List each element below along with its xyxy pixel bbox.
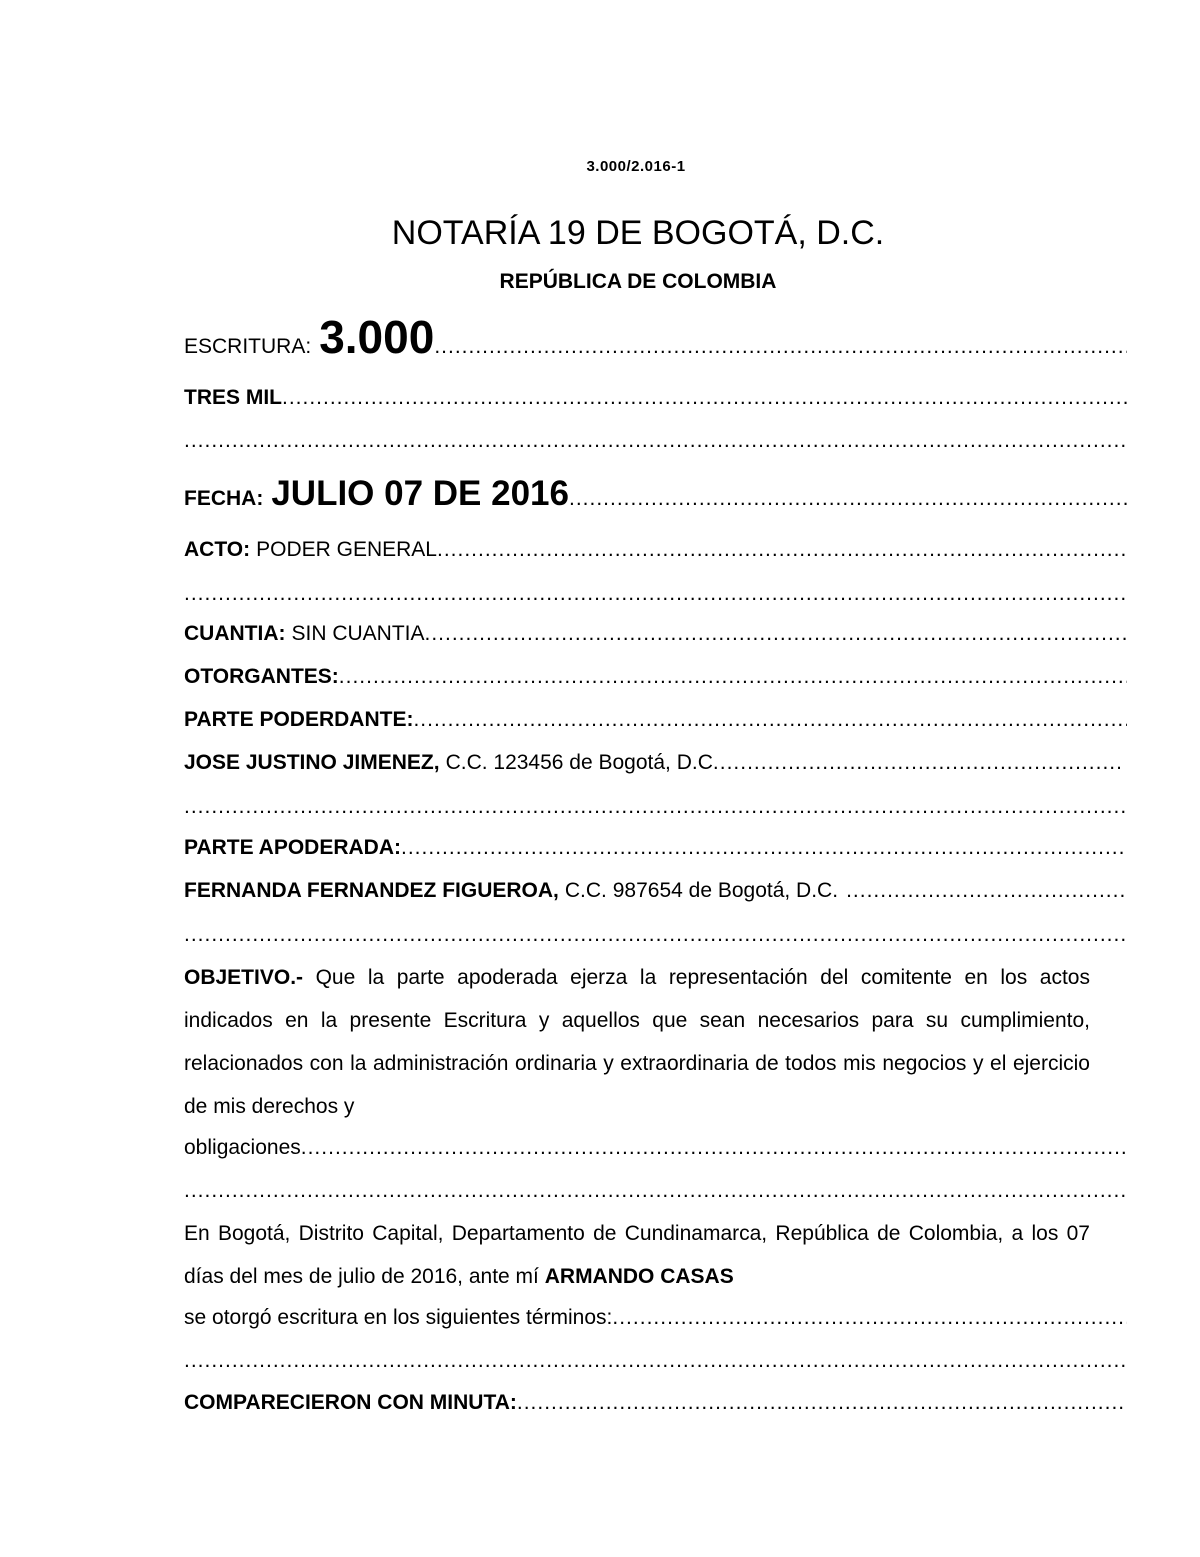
objetivo-paragraph (184, 956, 1090, 1128)
escritura-number: 3.000 (319, 311, 435, 360)
notaria-title: NOTARÍA 19 DE BOGOTÁ, D.C. (391, 214, 885, 252)
acto-label: ACTO: (184, 538, 251, 561)
dotted-fill (184, 582, 1127, 606)
dotted-fill (434, 335, 1127, 359)
dotted-fill (184, 1349, 1127, 1373)
blank-dotted-line (184, 582, 1127, 612)
poderdante-line (184, 751, 1120, 781)
dotted-fill (569, 487, 1127, 511)
otorgantes-line (184, 665, 1127, 695)
dotted-fill (425, 622, 1128, 646)
poderdante-label: PARTE PODERDANTE: (184, 708, 414, 731)
otorgantes-label: OTORGANTES: (184, 665, 339, 688)
apoderada-id: C.C. 987654 de Bogotá, D.C. (564, 879, 839, 902)
comparecieron-label: COMPARECIERON CON MINUTA: (184, 1391, 517, 1414)
fecha-value: JULIO 07 DE 2016 (271, 474, 569, 513)
acto-value: PODER GENERAL (256, 538, 437, 561)
document-reference: 3.000/2.016-1 (586, 158, 686, 175)
declaracion-tail: se otorgó escritura en los siguientes términos: (184, 1306, 613, 1329)
declaracion-tail-line (184, 1306, 1127, 1336)
dotted-fill (282, 386, 1127, 410)
dotted-fill (301, 1136, 1127, 1160)
dotted-fill (713, 751, 1120, 775)
cuantia-value: SIN CUANTIA (291, 622, 425, 645)
notario-name: ARMANDO CASAS (544, 1265, 734, 1288)
objetivo-tail: obligaciones (184, 1136, 301, 1159)
dotted-fill (846, 879, 1127, 903)
escritura-line (184, 310, 1127, 360)
objetivo-text: Que la parte apoderada ejerza la representación del comitente en los actos indicados en la presente Escritura y aquellos que sean necesarios para su cumplimiento, relacionados con la administración ordinaria y extraordinaria de todos mis negocios y el ejercicio de mis derechos y (184, 966, 1090, 1118)
blank-dotted-line (184, 1349, 1127, 1379)
blank-dotted-line (184, 1179, 1127, 1209)
dotted-fill (413, 708, 1127, 732)
cuantia-line (184, 622, 1127, 652)
dotted-fill (612, 1306, 1127, 1330)
apoderada-label: PARTE APODERADA: (184, 836, 402, 859)
apoderada-label-line (184, 836, 1127, 866)
dotted-fill (339, 665, 1127, 689)
dotted-fill (517, 1391, 1127, 1415)
poderdante-label-line (184, 708, 1127, 738)
objetivo-label: OBJETIVO.- (184, 966, 304, 989)
comparecieron-line (184, 1391, 1127, 1421)
dotted-fill (184, 923, 1127, 947)
dotted-fill (184, 429, 1127, 453)
escritura-words-line (184, 386, 1127, 416)
objetivo-tail-line (184, 1136, 1127, 1166)
fecha-label: FECHA: (184, 487, 264, 510)
dotted-fill (437, 538, 1127, 562)
declaracion-paragraph (184, 1212, 1090, 1298)
apoderada-line (184, 879, 1127, 909)
dotted-fill (401, 836, 1127, 860)
blank-dotted-line (184, 923, 1127, 953)
blank-dotted-line (184, 429, 1127, 459)
declaracion-text: En Bogotá, Distrito Capital, Departamento de Cundinamarca, República de Colombia, a los 07 días del mes de julio de 2016, ante mí (184, 1222, 1090, 1288)
apoderada-name: FERNANDA FERNANDEZ FIGUEROA, (184, 879, 559, 902)
fecha-line (184, 474, 1127, 516)
acto-line (184, 538, 1127, 568)
dotted-fill (184, 1179, 1127, 1203)
republica-subtitle: REPÚBLICA DE COLOMBIA (499, 270, 777, 293)
cuantia-label: CUANTIA: (184, 622, 286, 645)
poderdante-id: C.C. 123456 de Bogotá, D.C (445, 751, 713, 774)
escritura-label: ESCRITURA: (184, 335, 312, 358)
escritura-words: TRES MIL (184, 386, 282, 409)
dotted-fill (184, 795, 1127, 819)
blank-dotted-line (184, 795, 1127, 825)
poderdante-name: JOSE JUSTINO JIMENEZ, (184, 751, 440, 774)
